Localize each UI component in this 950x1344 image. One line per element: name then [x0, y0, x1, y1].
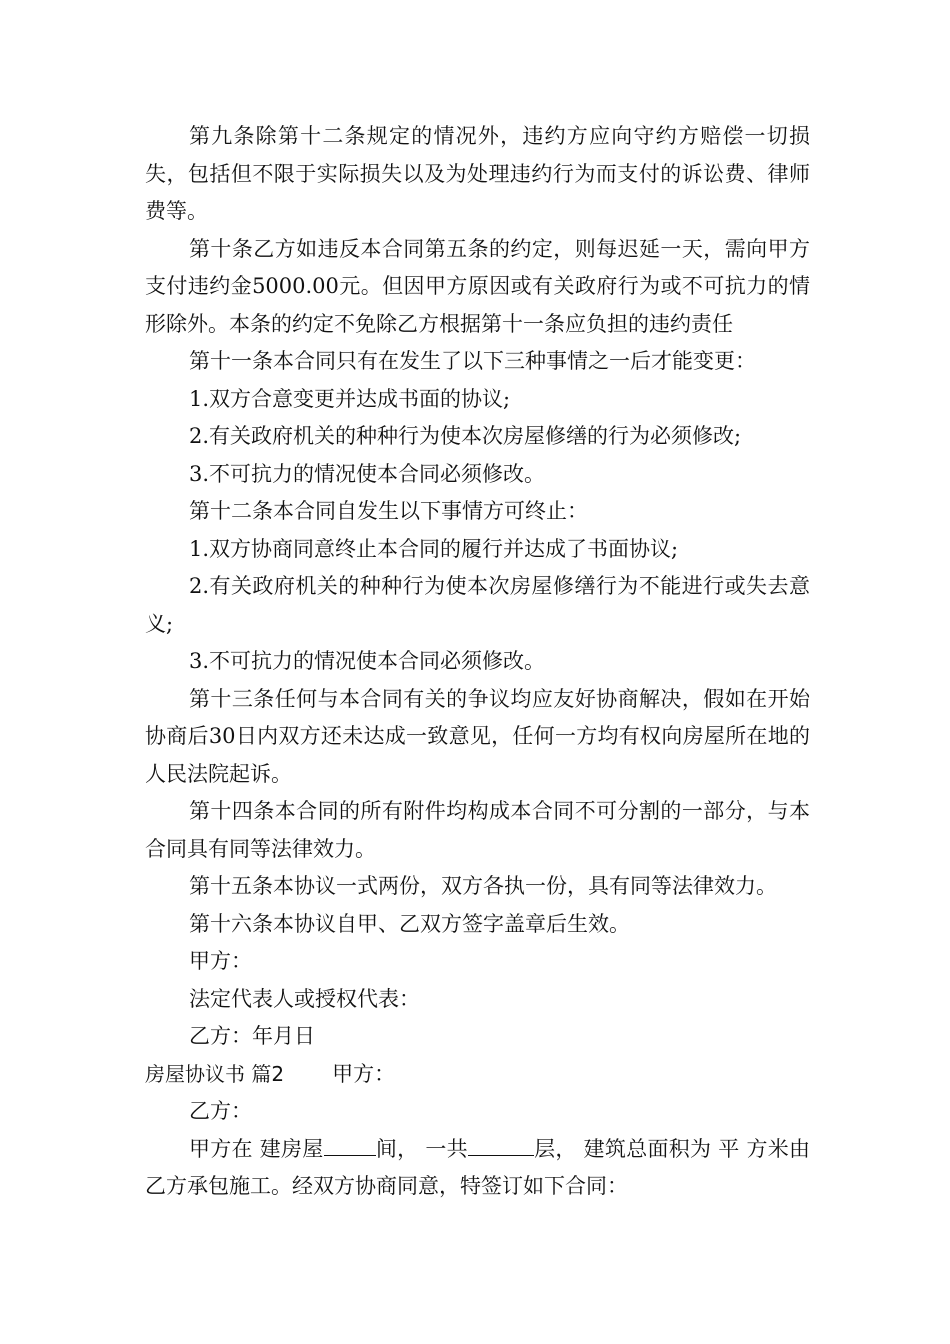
clause-11-item-1: 1.双方合意变更并达成书面的协议; — [189, 386, 511, 411]
clause-14: 第十四条本合同的所有附件均构成本合同不可分割的一部分，与本合同具有同等法律效力。 — [145, 799, 810, 861]
section-title: 房屋协议书 篇2 — [145, 1061, 285, 1086]
floors-blank — [468, 1133, 534, 1156]
clause-13: 第十三条任何与本合同有关的争议均应友好协商解决，假如在开始协商后30日内双方还未达成一致意见，任何一方均有权向房屋所在地的人民法院起诉。 — [145, 686, 810, 786]
clause-11: 第十一条本合同只有在发生了以下三种事情之一后才能变更： — [189, 349, 756, 373]
closing-part-2: 间， 一共 — [375, 1136, 468, 1161]
clause-12-item-2: 2.有关政府机关的种种行为使本次房屋修缮行为不能进行或失去意义; — [145, 574, 810, 636]
clause-15: 第十五条本协议一式两份，双方各执一份，具有同等法律效力。 — [189, 874, 777, 898]
section-heading — [145, 1056, 810, 1094]
clause-16: 第十六条本协议自甲、乙双方签字盖章后生效。 — [189, 911, 630, 936]
section-party-a: 甲方： — [332, 1061, 396, 1086]
clause-12-item-1: 1.双方协商同意终止本合同的履行并达成了书面协议; — [189, 536, 679, 561]
legal-representative: 法定代表人或授权代表： — [189, 986, 420, 1011]
closing-part-3: 层， 建筑总面积为 平 方米由乙方承包施工。经双方协商同意，特签订如下合同： — [145, 1136, 810, 1198]
clause-9: 第九条除第十二条规定的情况外，违约方应向守约方赔偿一切损失，包括但不限于实际损失以及为处理违约行为而支付的诉讼费、律师费等。 — [145, 124, 810, 223]
clause-12: 第十二条本合同自发生以下事情方可终止： — [189, 499, 588, 523]
clause-12-item-3: 3.不可抗力的情况使本合同必须修改。 — [189, 649, 546, 673]
rooms-blank — [324, 1133, 376, 1156]
clause-11-item-2: 2.有关政府机关的种种行为使本次房屋修缮的行为必须修改; — [189, 424, 742, 448]
party-b-date: 乙方：年月日 — [189, 1024, 315, 1048]
document-body — [145, 118, 810, 1206]
clause-11-item-3: 3.不可抗力的情况使本合同必须修改。 — [189, 461, 546, 486]
closing-part-1: 甲方在 建房屋 — [189, 1136, 324, 1161]
party-a-signature: 甲方： — [189, 949, 252, 973]
clause-10: 第十条乙方如违反本合同第五条的约定，则每迟延一天，需向甲方支付违约金5000.00元。但因甲方原因或有关政府行为或不可抗力的情形除外。本条的约定不免除乙方根据第十一条应负担的违约责任 — [145, 236, 810, 336]
closing-paragraph — [145, 1131, 810, 1206]
party-b-line: 乙方： — [189, 1099, 252, 1123]
